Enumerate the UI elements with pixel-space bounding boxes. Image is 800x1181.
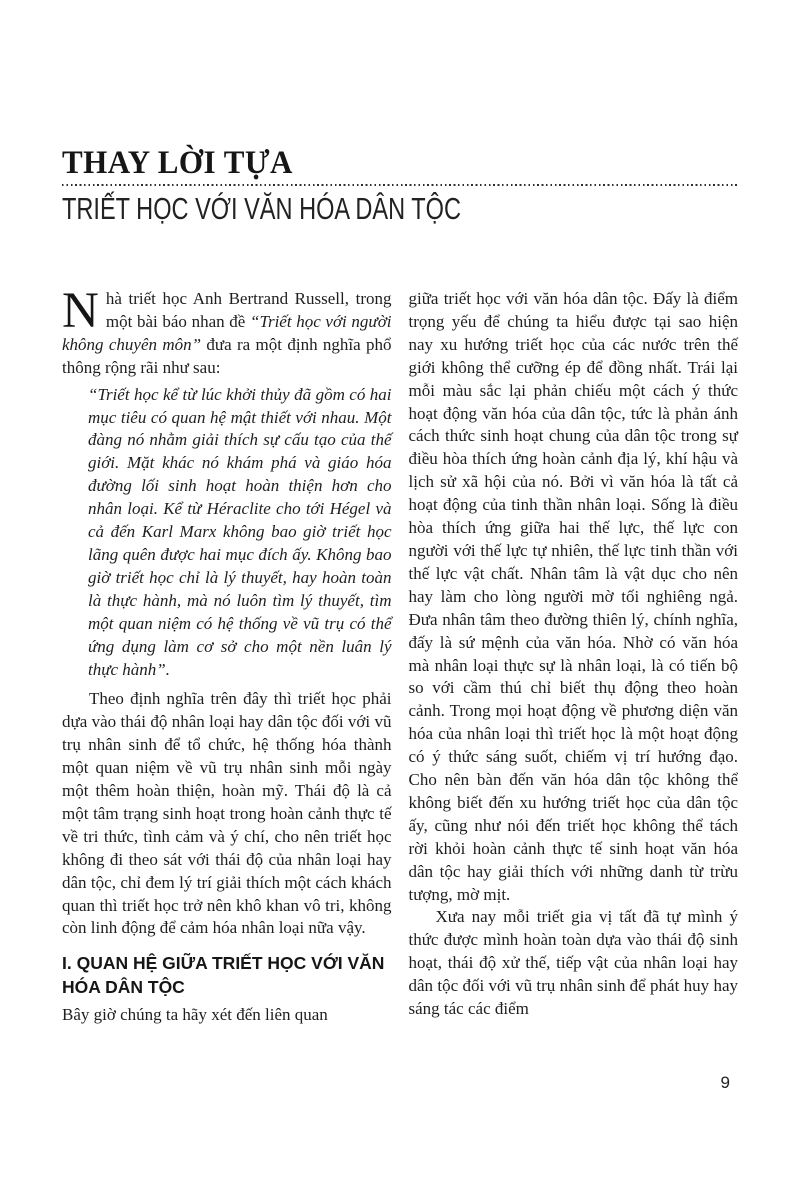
block-quote: “Triết học kể từ lúc khởi thủy đã gồm có hai mục tiêu có quan hệ mật thiết với nhau. Một đàng nó nhằm giải thích sự cấu tạo của thế giới. Mặt khác nó khám phá và giáo hóa đường lối sinh hoạt hoàn thiện hơn cho nhân loại. Kể từ Héraclite cho tới Hégel và cả đến Karl Marx không bao giờ triết học lãng quên được hai mục đích ấy. Không bao giờ triết học chỉ là lý thuyết, hay hoàn toàn là thực hành, mà nó luôn tìm lý thuyết, tìm một quan niệm có hệ thống về vũ trụ có thể ứng dụng làm cơ sở cho một nền luân lý thực hành”.: [88, 384, 392, 679]
two-column-text: [62, 283, 738, 1027]
left-column: [62, 283, 392, 1027]
drop-cap: N: [62, 283, 99, 339]
section-heading: I. QUAN HỆ GIỮA TRIẾT HỌC VỚI VĂN HÓA DÂN TỘC: [62, 953, 385, 998]
opening-text-pre: hà triết học Anh Bertrand Russell, trong một bài báo nhan đề: [105, 289, 392, 331]
chapter-header: [62, 144, 738, 226]
right-column: [409, 288, 739, 1027]
body-paragraph: Theo định nghĩa trên đây thì triết học phải dựa vào thái độ nhân loại hay dân tộc đối với vũ trụ nhân sinh để tổ chức, hệ thống hóa thành một quan niệm về vũ trụ nhân sinh mỗi ngày một thêm hoàn thiện, hoàn mỹ. Thái độ là cả một tâm trạng sinh hoạt trong hoàn cảnh thực tế về tri thức, tình cảm và ý chí, cho nên triết học không đi theo sát với thái độ của nhân loại hay dân tộc, chỉ đem lý trí giải thích một cách khách quan thì triết học trở nên khô khan vô tri, không còn linh động để cảm hóa nhân loại nữa vậy.: [62, 689, 392, 938]
page-number: 9: [720, 1073, 730, 1092]
opening-paragraph: [62, 283, 392, 380]
opening-text-post: đưa ra một định nghĩa phổ thông rộng rãi như sau:: [62, 334, 392, 377]
article-title-italic: “Triết học với người không chuyên môn”: [62, 311, 392, 354]
chapter-title: THAY LỜI TỰA: [62, 145, 293, 181]
section-intro-paragraph: Bây giờ chúng ta hãy xét đến liên quan: [62, 1005, 328, 1025]
continuation-paragraph: giữa triết học với văn hóa dân tộc. Đấy là điểm trọng yếu để chúng ta hiểu được tại sao hiện nay xu hướng triết học của các nước trên thế giới không thể cưỡng ép để đồng nhất. Trái lại mỗi màu sắc lại phản chiếu một cách ý thức hoạt động văn hóa của dân tộc, tức là phản ánh cách thức sinh hoạt chung của dân tộc trong sự điều hòa thích ứng hoàn cảnh địa lý, khí hậu và lịch sử xã hội của nó. Bởi vì văn hóa là tất cả hoạt động của tinh thần nhân loại. Sống là điều hòa thích ứng giữa hai thế lực, thế lực con người với thế lực tự nhiên, thế lực tinh thần với thế lực vật chất. Nhân tâm là vật dục cho nên hay làm cho lòng người mờ tối nghiêng ngả. Đưa nhân tâm theo đường thiên lý, chính nghĩa, đấy là sứ mệnh của văn hóa. Nhờ có văn hóa mà nhân loại thực sự là nhân loại, là có tiến bộ so với cầm thú chỉ biết thụ động theo hoàn cảnh. Trong mọi hoạt động về phương diện văn hóa của nhân loại thì triết học là một hoạt động có ý thức sáng suốt, chiếm vị trí hướng đạo. Cho nên bàn đến văn hóa dân tộc không thể không biết đến xu hướng triết học của dân tộc ấy, cũng như nói đến triết học không thể tách rời khỏi hoàn cảnh thực tế sinh hoạt văn hóa dân tộc hay giải thích với những danh từ trừu tượng, mờ mịt.: [408, 289, 738, 904]
chapter-subtitle: TRIẾT HỌC VỚI VĂN HÓA DÂN TỘC: [62, 191, 461, 226]
dotted-rule: [62, 184, 738, 186]
second-paragraph: Xưa nay mỗi triết gia vị tất đã tự mình ý thức được mình hoàn toàn dựa vào thái độ sinh hoạt, thái độ xử thế, tiếp vật của nhân loại hay dân tộc đối với vũ trụ nhân sinh để phát huy hay sáng tác các điểm: [408, 907, 738, 1019]
